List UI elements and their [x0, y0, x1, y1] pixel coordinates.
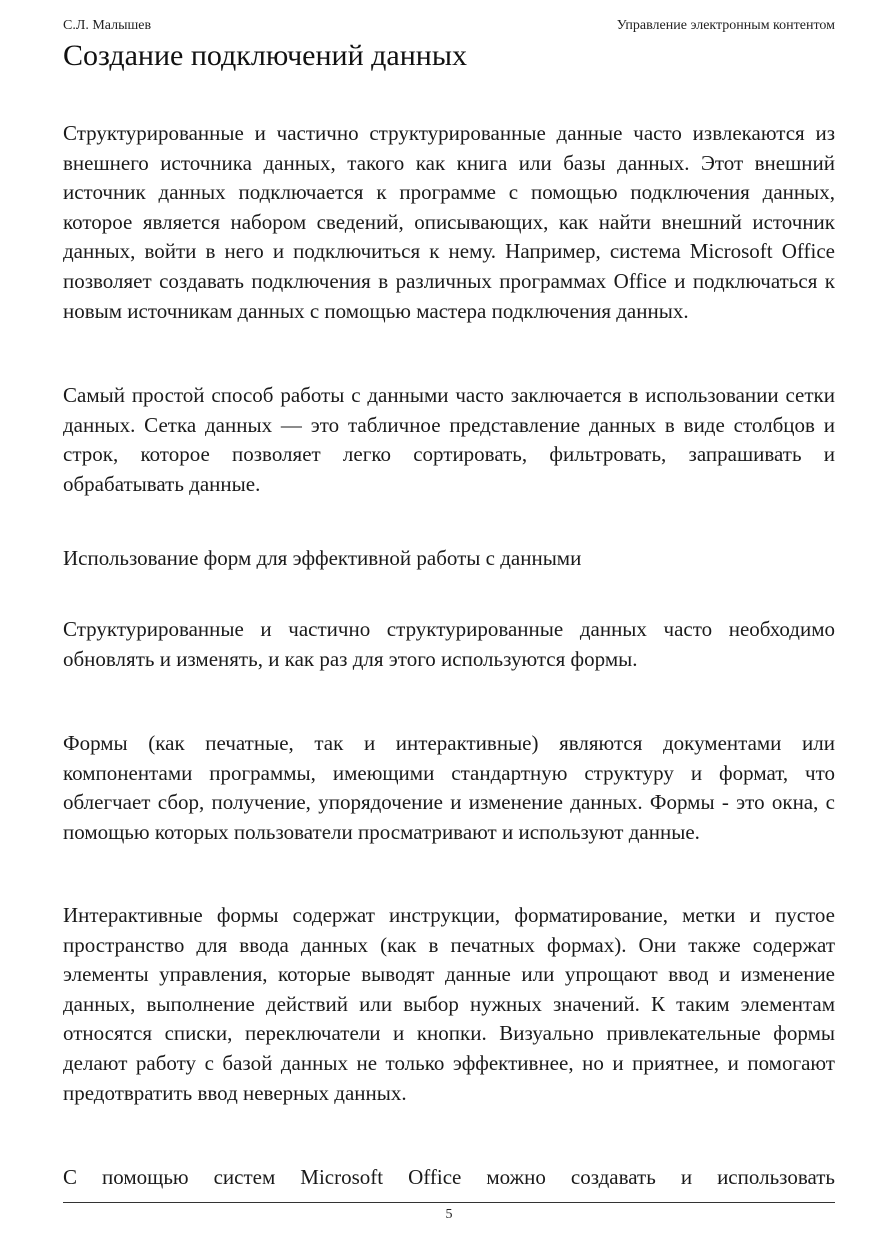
section-subheading: Использование форм для эффективной работы с данными — [63, 546, 582, 570]
page-title: Создание подключений данных — [63, 39, 468, 72]
document-page — [63, 0, 835, 1241]
header-book-title: Управление электронным контентом — [616, 18, 835, 33]
paragraph-forms-purpose: Структурированные и частично структурированные данных часто необходимо обновлять и изменять, и как раз для этого используются формы. — [63, 617, 835, 671]
running-header — [63, 17, 835, 35]
footer-divider — [63, 1202, 835, 1203]
paragraph-data-grid: Самый простой способ работы с данными часто заключается в использовании сетки данных. Сетка данных — это табличное представление данных в виде столбцов и строк, которое позволяет легко сортировать, фильтровать, запрашивать и обрабатывать данные. — [63, 383, 835, 496]
page-number: 5 — [445, 1207, 453, 1222]
header-author: С.Л. Малышев — [63, 18, 152, 33]
paragraph-interactive-forms: Интерактивные формы содержат инструкции, форматирование, метки и пустое пространство для ввода данных (как в печатных формах). Они также содержат элементы управления, которые выводят данные или упрощают ввод и изменение данных, выполнение действий или выбор нужных значений. К таким элементам относятся списки, переключатели и кнопки. Визуально привлекательные формы делают работу с базой данных не только эффективнее, но и приятнее, и помогают предотвратить ввод неверных данных. — [63, 903, 835, 1105]
paragraph-data-connections: Структурированные и частично структурированные данные часто извлекаются из внешнего источника данных, такого как книга или базы данных. Этот внешний источник данных подключается к программе с помощью подключения данных, которое является набором сведений, описывающих, как найти внешний источник данных, войти в него и подключиться к нему. Например, система Microsoft Office позволяет создавать подключения в различных программах Office и подключаться к новым источникам данных с помощью мастера подключения данных. — [63, 121, 835, 323]
paragraph-forms-definition: Формы (как печатные, так и интерактивные) являются документами или компонентами программы, имеющими стандартную структуру и формат, что облегчает сбор, получение, упорядочение и изменение данных. Формы - это окна, с помощью которых пользователи просматривают и используют данные. — [63, 731, 835, 844]
paragraph-office-forms: С помощью систем Microsoft Office можно создавать и использовать — [63, 1165, 835, 1189]
